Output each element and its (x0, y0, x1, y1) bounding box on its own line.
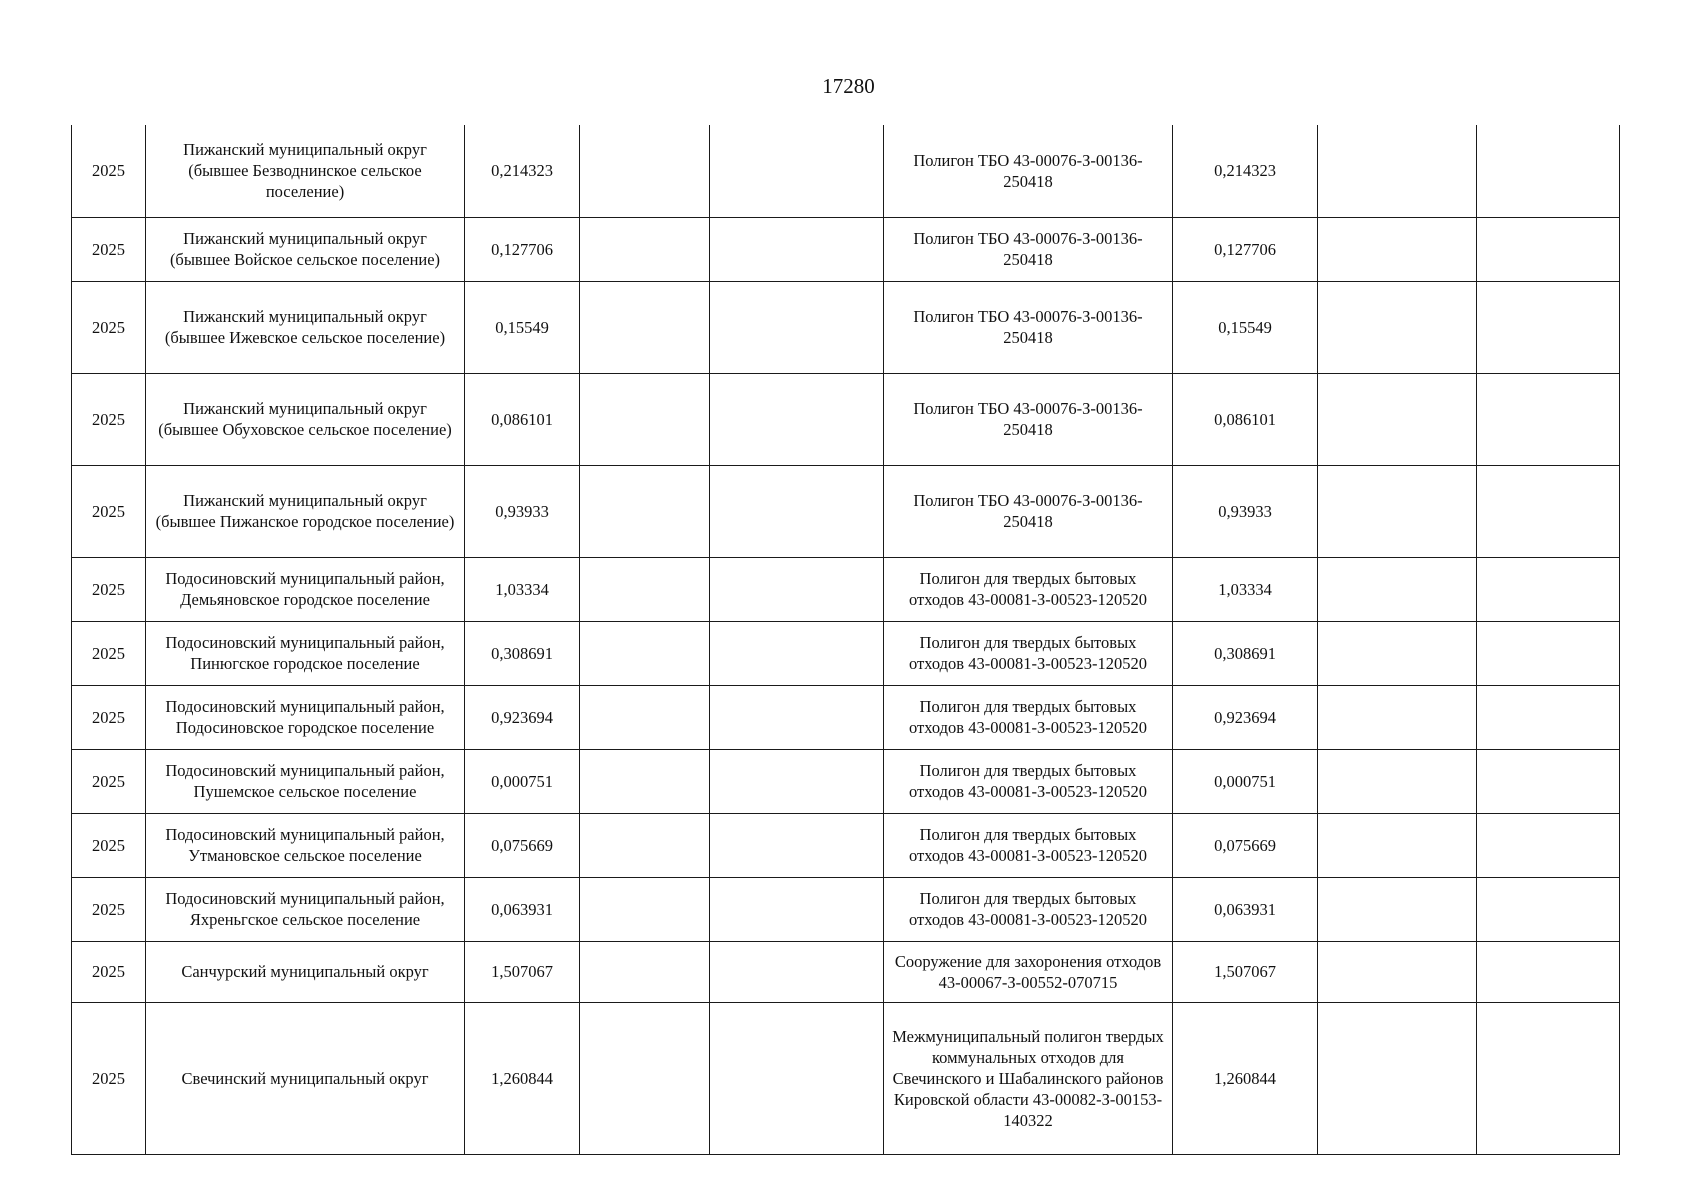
territory-cell: Пижанский муниципальный округ (бывшее Обуховское сельское поселение) (146, 373, 465, 465)
empty-cell (580, 749, 710, 813)
facility-mass-cell: 1,260844 (1173, 1002, 1318, 1154)
empty-cell (1318, 217, 1477, 281)
facility-cell: Полигон ТБО 43-00076-З-00136-250418 (884, 125, 1173, 217)
empty-cell (1477, 941, 1620, 1002)
table-row (72, 685, 1620, 749)
empty-cell (580, 685, 710, 749)
year-cell: 2025 (72, 373, 146, 465)
mass-cell: 1,03334 (465, 557, 580, 621)
empty-cell (710, 1002, 884, 1154)
facility-cell: Полигон для твердых бытовых отходов 43-00081-З-00523-120520 (884, 877, 1173, 941)
waste-flow-table (71, 125, 1620, 1155)
facility-cell: Полигон для твердых бытовых отходов 43-00081-З-00523-120520 (884, 749, 1173, 813)
year-cell: 2025 (72, 557, 146, 621)
facility-cell: Полигон для твердых бытовых отходов 43-00081-З-00523-120520 (884, 557, 1173, 621)
facility-mass-cell: 0,086101 (1173, 373, 1318, 465)
empty-cell (710, 621, 884, 685)
table-row (72, 557, 1620, 621)
facility-mass-cell: 0,308691 (1173, 621, 1318, 685)
facility-cell: Межмуниципальный полигон твердых коммунальных отходов для Свечинского и Шабалинского районов Кировской области 43-00082-З-00153-140322 (884, 1002, 1173, 1154)
table-row (72, 813, 1620, 877)
table-row (72, 125, 1620, 217)
facility-cell: Полигон ТБО 43-00076-З-00136-250418 (884, 217, 1173, 281)
empty-cell (710, 941, 884, 1002)
empty-cell (1318, 749, 1477, 813)
empty-cell (710, 465, 884, 557)
empty-cell (710, 281, 884, 373)
facility-mass-cell: 0,075669 (1173, 813, 1318, 877)
mass-cell: 0,923694 (465, 685, 580, 749)
mass-cell: 0,063931 (465, 877, 580, 941)
empty-cell (710, 877, 884, 941)
mass-cell: 0,308691 (465, 621, 580, 685)
facility-cell: Полигон ТБО 43-00076-З-00136-250418 (884, 465, 1173, 557)
empty-cell (580, 373, 710, 465)
facility-mass-cell: 0,127706 (1173, 217, 1318, 281)
facility-mass-cell: 1,03334 (1173, 557, 1318, 621)
empty-cell (1318, 685, 1477, 749)
empty-cell (710, 125, 884, 217)
empty-cell (1477, 217, 1620, 281)
mass-cell: 0,086101 (465, 373, 580, 465)
territory-cell: Подосиновский муниципальный район, Пинюгское городское поселение (146, 621, 465, 685)
empty-cell (580, 557, 710, 621)
facility-mass-cell: 0,15549 (1173, 281, 1318, 373)
empty-cell (1477, 877, 1620, 941)
empty-cell (580, 465, 710, 557)
empty-cell (1318, 877, 1477, 941)
facility-mass-cell: 0,93933 (1173, 465, 1318, 557)
table-row (72, 281, 1620, 373)
year-cell: 2025 (72, 1002, 146, 1154)
year-cell: 2025 (72, 621, 146, 685)
facility-mass-cell: 0,214323 (1173, 125, 1318, 217)
mass-cell: 0,127706 (465, 217, 580, 281)
facility-mass-cell: 0,000751 (1173, 749, 1318, 813)
year-cell: 2025 (72, 941, 146, 1002)
table-row (72, 465, 1620, 557)
empty-cell (1318, 557, 1477, 621)
empty-cell (1477, 1002, 1620, 1154)
year-cell: 2025 (72, 217, 146, 281)
empty-cell (710, 373, 884, 465)
facility-cell: Полигон для твердых бытовых отходов 43-00081-З-00523-120520 (884, 621, 1173, 685)
mass-cell: 0,214323 (465, 125, 580, 217)
year-cell: 2025 (72, 749, 146, 813)
empty-cell (1477, 373, 1620, 465)
empty-cell (1318, 941, 1477, 1002)
territory-cell: Пижанский муниципальный округ (бывшее Ижевское сельское поселение) (146, 281, 465, 373)
year-cell: 2025 (72, 281, 146, 373)
empty-cell (580, 813, 710, 877)
territory-cell: Подосиновский муниципальный район, Утмановское сельское поселение (146, 813, 465, 877)
table-row (72, 373, 1620, 465)
empty-cell (1477, 557, 1620, 621)
empty-cell (1477, 621, 1620, 685)
table-row (72, 877, 1620, 941)
facility-mass-cell: 0,063931 (1173, 877, 1318, 941)
territory-cell: Пижанский муниципальный округ (бывшее Пижанское городское поселение) (146, 465, 465, 557)
empty-cell (580, 621, 710, 685)
empty-cell (1318, 1002, 1477, 1154)
empty-cell (580, 125, 710, 217)
table-row (72, 217, 1620, 281)
empty-cell (1318, 813, 1477, 877)
year-cell: 2025 (72, 465, 146, 557)
territory-cell: Подосиновский муниципальный район, Яхреньгское сельское поселение (146, 877, 465, 941)
empty-cell (1477, 125, 1620, 217)
empty-cell (1477, 465, 1620, 557)
empty-cell (580, 281, 710, 373)
mass-cell: 0,15549 (465, 281, 580, 373)
year-cell: 2025 (72, 813, 146, 877)
facility-cell: Полигон ТБО 43-00076-З-00136-250418 (884, 281, 1173, 373)
mass-cell: 0,93933 (465, 465, 580, 557)
mass-cell: 1,260844 (465, 1002, 580, 1154)
territory-cell: Подосиновский муниципальный район, Подосиновское городское поселение (146, 685, 465, 749)
territory-cell: Пижанский муниципальный округ (бывшее Безводнинское сельское поселение) (146, 125, 465, 217)
empty-cell (1318, 125, 1477, 217)
empty-cell (1477, 685, 1620, 749)
territory-cell: Пижанский муниципальный округ (бывшее Войское сельское поселение) (146, 217, 465, 281)
table-row (72, 1002, 1620, 1154)
empty-cell (710, 557, 884, 621)
facility-mass-cell: 1,507067 (1173, 941, 1318, 1002)
mass-cell: 1,507067 (465, 941, 580, 1002)
empty-cell (1477, 813, 1620, 877)
facility-mass-cell: 0,923694 (1173, 685, 1318, 749)
empty-cell (1318, 465, 1477, 557)
empty-cell (710, 813, 884, 877)
empty-cell (710, 749, 884, 813)
empty-cell (580, 217, 710, 281)
empty-cell (710, 217, 884, 281)
table-row (72, 621, 1620, 685)
year-cell: 2025 (72, 125, 146, 217)
year-cell: 2025 (72, 685, 146, 749)
facility-cell: Полигон ТБО 43-00076-З-00136-250418 (884, 373, 1173, 465)
empty-cell (1318, 281, 1477, 373)
territory-cell: Подосиновский муниципальный район, Пушемское сельское поселение (146, 749, 465, 813)
empty-cell (1318, 373, 1477, 465)
empty-cell (580, 877, 710, 941)
facility-cell: Полигон для твердых бытовых отходов 43-00081-З-00523-120520 (884, 685, 1173, 749)
empty-cell (1318, 621, 1477, 685)
facility-cell: Сооружение для захоронения отходов 43-00067-З-00552-070715 (884, 941, 1173, 1002)
empty-cell (580, 941, 710, 1002)
table-row (72, 749, 1620, 813)
facility-cell: Полигон для твердых бытовых отходов 43-00081-З-00523-120520 (884, 813, 1173, 877)
empty-cell (580, 1002, 710, 1154)
empty-cell (1477, 749, 1620, 813)
territory-cell: Санчурский муниципальный округ (146, 941, 465, 1002)
territory-cell: Свечинский муниципальный округ (146, 1002, 465, 1154)
empty-cell (710, 685, 884, 749)
mass-cell: 0,075669 (465, 813, 580, 877)
empty-cell (1477, 281, 1620, 373)
page-number: 17280 (822, 74, 875, 98)
mass-cell: 0,000751 (465, 749, 580, 813)
year-cell: 2025 (72, 877, 146, 941)
table-row (72, 941, 1620, 1002)
territory-cell: Подосиновский муниципальный район, Демьяновское городское поселение (146, 557, 465, 621)
